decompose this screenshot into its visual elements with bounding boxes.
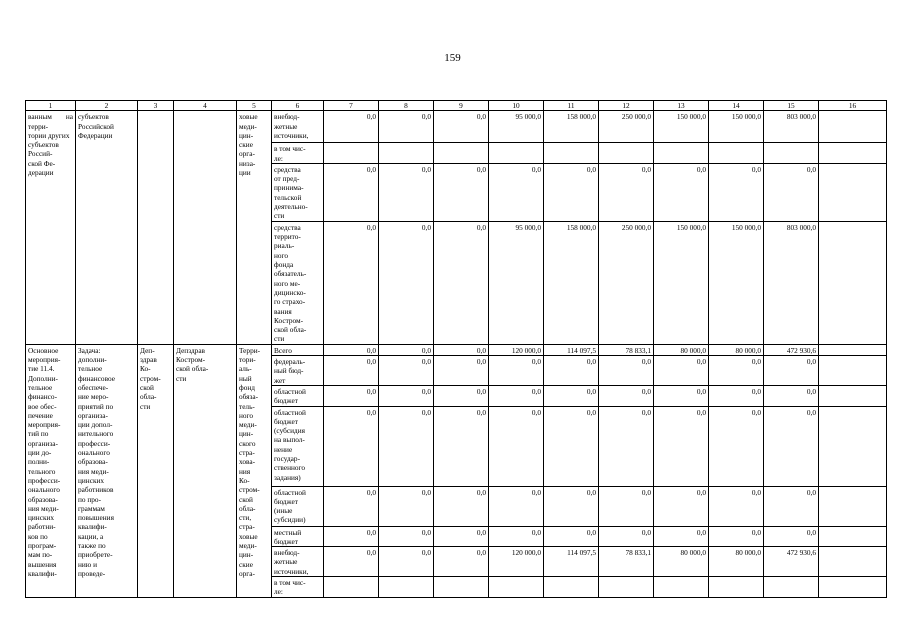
- amount-cell: 472 930,6: [764, 344, 819, 355]
- executor-cell: [138, 111, 174, 344]
- amount-cell: [544, 577, 599, 598]
- amount-cell: 0,0: [599, 526, 654, 547]
- amount-cell: 0,0: [379, 163, 434, 221]
- amount-cell: 0,0: [654, 385, 709, 406]
- amount-cell: 472 930,6: [764, 547, 819, 577]
- amount-cell: 0,0: [654, 526, 709, 547]
- amount-cell: 0,0: [434, 406, 489, 486]
- amount-cell: [434, 577, 489, 598]
- financing-table: [25, 100, 887, 598]
- table-row: [26, 111, 887, 143]
- amount-cell: [379, 143, 434, 164]
- amount-cell: 0,0: [709, 526, 764, 547]
- amount-cell: [489, 143, 544, 164]
- amount-cell: 0,0: [379, 356, 434, 386]
- amount-cell: 0,0: [764, 356, 819, 386]
- column-number-cell: 16: [819, 101, 887, 111]
- empty-col16-cell: [819, 356, 887, 386]
- funding-source-cell: федераль- ный бюд- жет: [272, 356, 324, 386]
- amount-cell: 0,0: [324, 344, 379, 355]
- amount-cell: 0,0: [544, 526, 599, 547]
- amount-cell: 0,0: [434, 221, 489, 344]
- amount-cell: 0,0: [489, 385, 544, 406]
- amount-cell: 158 000,0: [544, 111, 599, 143]
- column-number-cell: 6: [272, 101, 324, 111]
- column-number-cell: 3: [138, 101, 174, 111]
- column-number-row: [26, 101, 887, 111]
- amount-cell: 0,0: [324, 221, 379, 344]
- amount-cell: 0,0: [379, 221, 434, 344]
- funding-source-cell: областной бюджет (иные субсидии): [272, 486, 324, 526]
- amount-cell: 0,0: [379, 385, 434, 406]
- column-number-cell: 12: [599, 101, 654, 111]
- funding-source-cell: областной бюджет: [272, 385, 324, 406]
- amount-cell: 0,0: [599, 163, 654, 221]
- amount-cell: 150 000,0: [709, 221, 764, 344]
- amount-cell: 0,0: [599, 406, 654, 486]
- empty-col16-cell: [819, 385, 887, 406]
- participant-cell: ховые меди- цин- ские орга- низа- ции: [237, 111, 272, 344]
- amount-cell: [544, 143, 599, 164]
- amount-cell: 0,0: [379, 526, 434, 547]
- amount-cell: 803 000,0: [764, 111, 819, 143]
- amount-cell: 80 000,0: [709, 344, 764, 355]
- event-name-cell: Основное мероприя- тие 11.4. Дополни- тельное финансо- вое обес- печение мероприя- тий по организа- ции до- полни- тельного професси- онального образова- ния меди- цинских работни- ков по програм- мам по- вышения квалифи-: [26, 344, 76, 597]
- amount-cell: 0,0: [764, 406, 819, 486]
- amount-cell: [709, 577, 764, 598]
- amount-cell: [709, 143, 764, 164]
- amount-cell: 0,0: [434, 163, 489, 221]
- amount-cell: 0,0: [489, 163, 544, 221]
- funding-source-cell: в том чис- ле:: [272, 577, 324, 598]
- amount-cell: 0,0: [654, 356, 709, 386]
- column-number-cell: 15: [764, 101, 819, 111]
- amount-cell: 0,0: [324, 356, 379, 386]
- amount-cell: [489, 577, 544, 598]
- amount-cell: [654, 577, 709, 598]
- funding-source-cell: местный бюджет: [272, 526, 324, 547]
- empty-col16-cell: [819, 344, 887, 355]
- amount-cell: 250 000,0: [599, 111, 654, 143]
- column-number-cell: 9: [434, 101, 489, 111]
- amount-cell: 0,0: [709, 356, 764, 386]
- empty-col16-cell: [819, 547, 887, 577]
- amount-cell: 0,0: [434, 526, 489, 547]
- amount-cell: 0,0: [544, 356, 599, 386]
- amount-cell: 0,0: [709, 385, 764, 406]
- amount-cell: 0,0: [764, 163, 819, 221]
- amount-cell: 0,0: [379, 344, 434, 355]
- funding-source-cell: средства террито- риаль- ного фонда обязатель- ного ме- дицинско- го страхо- вания Костром- ской обла- сти: [272, 221, 324, 344]
- column-number-cell: 8: [379, 101, 434, 111]
- amount-cell: 0,0: [379, 111, 434, 143]
- amount-cell: 95 000,0: [489, 111, 544, 143]
- amount-cell: 0,0: [489, 526, 544, 547]
- amount-cell: 0,0: [324, 547, 379, 577]
- amount-cell: 0,0: [544, 385, 599, 406]
- participant-cell: Терри- тори- аль- ный фонд обяза- тель- ного меди- цин- ского стра- хова- ния Ко- стром- ской обла- сти, стра- ховые меди- цин- ские орга-: [237, 344, 272, 597]
- responsible-cell: [174, 111, 237, 344]
- column-number-cell: 14: [709, 101, 764, 111]
- amount-cell: 80 000,0: [654, 344, 709, 355]
- amount-cell: [599, 577, 654, 598]
- amount-cell: 0,0: [434, 344, 489, 355]
- amount-cell: [764, 577, 819, 598]
- amount-cell: 803 000,0: [764, 221, 819, 344]
- amount-cell: 0,0: [599, 356, 654, 386]
- amount-cell: 0,0: [764, 526, 819, 547]
- amount-cell: 0,0: [764, 385, 819, 406]
- amount-cell: [324, 143, 379, 164]
- funding-source-cell: внебюд- жетные источники,: [272, 547, 324, 577]
- amount-cell: 0,0: [379, 547, 434, 577]
- amount-cell: 0,0: [489, 356, 544, 386]
- empty-col16-cell: [819, 111, 887, 143]
- empty-col16-cell: [819, 526, 887, 547]
- amount-cell: 120 000,0: [489, 344, 544, 355]
- amount-cell: 80 000,0: [654, 547, 709, 577]
- amount-cell: 0,0: [434, 486, 489, 526]
- amount-cell: 0,0: [489, 406, 544, 486]
- amount-cell: 0,0: [434, 356, 489, 386]
- funding-source-cell: в том чис- ле:: [272, 143, 324, 164]
- amount-cell: 95 000,0: [489, 221, 544, 344]
- amount-cell: 120 000,0: [489, 547, 544, 577]
- amount-cell: 0,0: [709, 163, 764, 221]
- responsible-cell: Депздрав Костром- ской обла- сти: [174, 344, 237, 597]
- column-number-cell: 10: [489, 101, 544, 111]
- amount-cell: 0,0: [544, 163, 599, 221]
- empty-col16-cell: [819, 406, 887, 486]
- event-name-cell: ванным на терри- тории других субъектов Россий- ской Фе- дерации: [26, 111, 76, 344]
- funding-source-cell: областной бюджет (субсидия на выпол- нение государ- ственного задания): [272, 406, 324, 486]
- amount-cell: [654, 143, 709, 164]
- amount-cell: 0,0: [379, 486, 434, 526]
- amount-cell: 0,0: [599, 486, 654, 526]
- amount-cell: 114 097,5: [544, 547, 599, 577]
- amount-cell: 250 000,0: [599, 221, 654, 344]
- empty-col16-cell: [819, 143, 887, 164]
- amount-cell: 0,0: [434, 385, 489, 406]
- amount-cell: 0,0: [654, 486, 709, 526]
- column-number-cell: 1: [26, 101, 76, 111]
- funding-source-cell: Всего: [272, 344, 324, 355]
- column-number-cell: 13: [654, 101, 709, 111]
- amount-cell: 78 833,1: [599, 344, 654, 355]
- empty-col16-cell: [819, 221, 887, 344]
- amount-cell: 0,0: [764, 486, 819, 526]
- funding-source-cell: внебюд- жетные источники,: [272, 111, 324, 143]
- amount-cell: 0,0: [324, 526, 379, 547]
- column-number-cell: 4: [174, 101, 237, 111]
- amount-cell: [379, 577, 434, 598]
- amount-cell: 0,0: [324, 406, 379, 486]
- page-number: 159: [444, 52, 461, 64]
- funding-source-cell: средства от пред- принима- тельской деятельно- сти: [272, 163, 324, 221]
- amount-cell: [324, 577, 379, 598]
- column-number-cell: 11: [544, 101, 599, 111]
- column-number-cell: 5: [237, 101, 272, 111]
- amount-cell: 0,0: [654, 163, 709, 221]
- empty-col16-cell: [819, 486, 887, 526]
- amount-cell: 158 000,0: [544, 221, 599, 344]
- amount-cell: 150 000,0: [654, 111, 709, 143]
- amount-cell: [764, 143, 819, 164]
- table-row: [26, 344, 887, 355]
- empty-col16-cell: [819, 163, 887, 221]
- amount-cell: [599, 143, 654, 164]
- column-number-cell: 2: [76, 101, 138, 111]
- amount-cell: 0,0: [324, 385, 379, 406]
- amount-cell: 0,0: [654, 406, 709, 486]
- executor-cell: Деп- здрав Ко- стром- ской обла- сти: [138, 344, 174, 597]
- amount-cell: 0,0: [544, 486, 599, 526]
- amount-cell: 0,0: [599, 385, 654, 406]
- amount-cell: [434, 143, 489, 164]
- amount-cell: 80 000,0: [709, 547, 764, 577]
- amount-cell: 0,0: [434, 547, 489, 577]
- empty-col16-cell: [819, 577, 887, 598]
- amount-cell: 0,0: [489, 486, 544, 526]
- amount-cell: 0,0: [324, 111, 379, 143]
- amount-cell: 78 833,1: [599, 547, 654, 577]
- task-cell: Задача: дополни- тельное финансовое обеспече- ние меро- приятий по организа- ции допол- нительного професси- онального образова- ния меди- цинских работников по про- граммам повышения квалифи- кации, а также по приобрете- нию и проведе-: [76, 344, 138, 597]
- amount-cell: 150 000,0: [654, 221, 709, 344]
- amount-cell: 0,0: [544, 406, 599, 486]
- amount-cell: 114 097,5: [544, 344, 599, 355]
- amount-cell: 0,0: [709, 406, 764, 486]
- amount-cell: 150 000,0: [709, 111, 764, 143]
- amount-cell: 0,0: [434, 111, 489, 143]
- column-number-cell: 7: [324, 101, 379, 111]
- amount-cell: 0,0: [379, 406, 434, 486]
- amount-cell: 0,0: [324, 163, 379, 221]
- amount-cell: 0,0: [709, 486, 764, 526]
- amount-cell: 0,0: [324, 486, 379, 526]
- task-cell: субъектов Российской Федерации: [76, 111, 138, 344]
